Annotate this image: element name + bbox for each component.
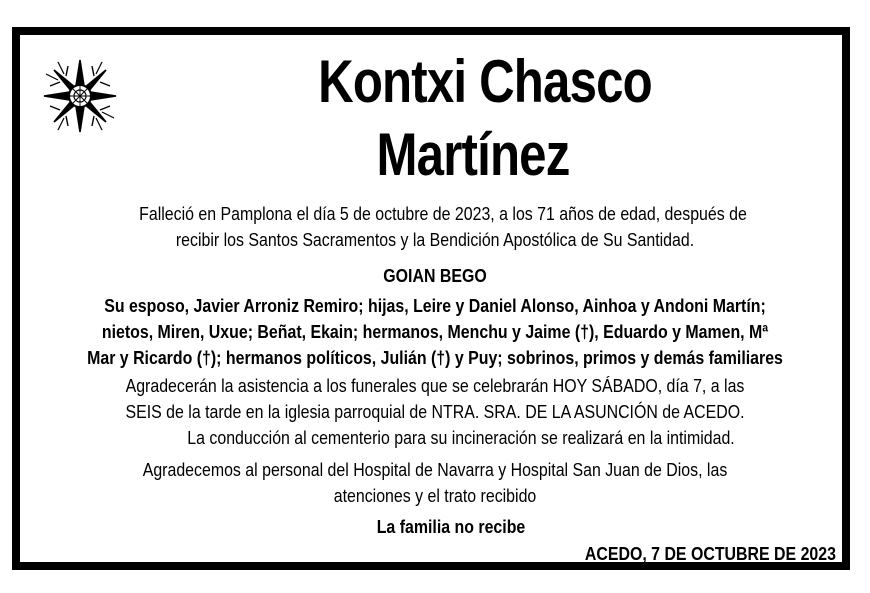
funeral-line1: Agradecerán la asistencia a los funerales que se celebrarán HOY SÁBADO, día 7, a las [125, 375, 745, 396]
deceased-name-line1: Kontxi Chasco [318, 48, 652, 115]
no-visits-note: La familia no recibe [376, 516, 526, 537]
deceased-name-line2: Martínez [376, 121, 570, 188]
intro-line2: recibir los Santos Sacramentos y la Bendición Apostólica de Su Santidad. [175, 229, 695, 250]
family-line2: nietos, Miren, Uxue; Beñat, Ekain; hermanos, Menchu y Jaime (†), Eduardo y Mamen, Mª [101, 321, 769, 342]
thanks-line1: Agradecemos al personal del Hospital de Navarra y Hospital San Juan de Dios, las [142, 459, 728, 480]
family-line3: Mar y Ricardo (†); hermanos políticos, Julián (†) y Puy; sobrinos, primos y demás familiares [87, 347, 783, 368]
funeral-line3: La conducción al cementerio para su incineración se realizará en la intimidad. [187, 427, 735, 448]
family-line1: Su esposo, Javier Arroniz Remiro; hijas, Leire y Daniel Alonso, Ainhoa y Andoni Martín; [104, 295, 766, 316]
thanks-line2: atenciones y el trato recibido [333, 485, 537, 506]
place-date: ACEDO, 7 DE OCTUBRE DE 2023 [584, 543, 836, 564]
funeral-line2: SEIS de la tarde en la iglesia parroquial de NTRA. SRA. DE LA ASUNCIÓN de ACEDO. [125, 401, 745, 422]
intro-line1: Falleció en Pamplona el día 5 de octubre de 2023, a los 71 años de edad, después de [139, 203, 747, 224]
thistle-emblem-icon [34, 52, 126, 144]
farewell-text: GOIAN BEGO [383, 265, 487, 286]
